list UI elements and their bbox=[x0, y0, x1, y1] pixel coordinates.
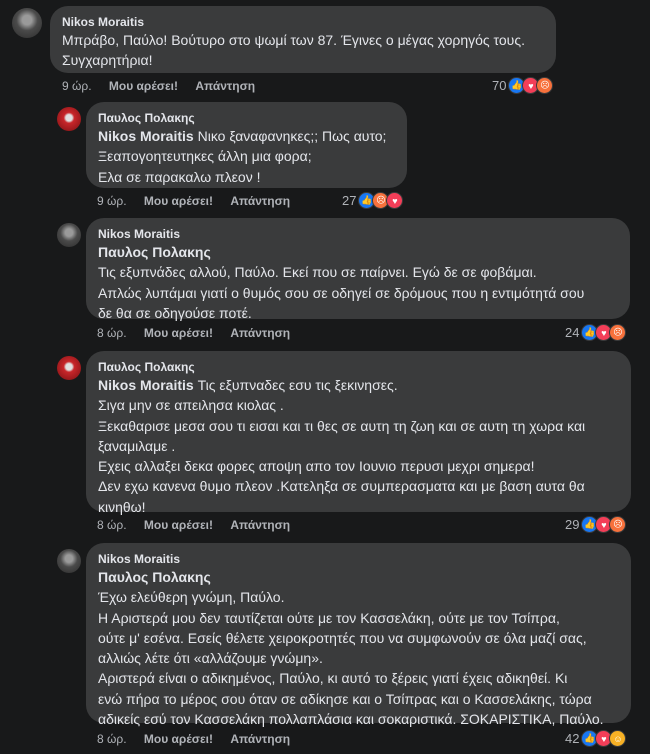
reply-button[interactable]: Απάντηση bbox=[230, 732, 291, 746]
comment-line: Μπράβο, Παύλο! Βούτυρο στο ψωμί των 87. Έγινες ο μέγας χορηγός τους. bbox=[62, 32, 525, 48]
like-icon: 👍 bbox=[508, 77, 525, 94]
comment-line: Συγχαρητήρια! bbox=[62, 52, 153, 69]
mention-tag[interactable]: Παυλος Πολακης bbox=[98, 244, 211, 260]
reply-button[interactable]: Απάντηση bbox=[230, 518, 291, 532]
reactions-summary[interactable] bbox=[565, 516, 626, 533]
comment-line: Εχεις αλλαξει δεκα φορες αποψη απο τον Ιουνιο περυσι μεχρι σημερα! bbox=[98, 458, 535, 475]
comment-line: ούτε μ' εσένα. Εσείς θέλετε χειροκροτητές που να συμφωνούν σε όλα μαζί σας, bbox=[98, 629, 587, 646]
avatar[interactable] bbox=[57, 356, 81, 380]
avatar[interactable] bbox=[57, 107, 81, 131]
comment-line: Ξεαπογοητευτηκες άλλη μια φορα; bbox=[98, 148, 312, 165]
comment-author[interactable]: Nikos Moraitis bbox=[62, 15, 145, 29]
like-icon: 👍 bbox=[581, 324, 598, 341]
avatar[interactable] bbox=[57, 549, 81, 573]
reply-button[interactable]: Απάντηση bbox=[230, 326, 291, 340]
love-icon: ♥ bbox=[386, 192, 403, 209]
reactions-summary[interactable] bbox=[565, 730, 626, 747]
reaction-count: 70 bbox=[492, 78, 507, 93]
reactions-summary[interactable] bbox=[492, 77, 553, 94]
comment-meta bbox=[97, 732, 304, 746]
comment-author[interactable]: Παυλος Πολακης bbox=[98, 360, 195, 374]
comment-time[interactable]: 9 ώρ. bbox=[62, 79, 92, 93]
love-icon: ♥ bbox=[595, 516, 612, 533]
comment-line: Ξεκαθαρισε μεσα σου τι εισαι και τι θες σε αυτη τη ζωη και σε αυτη τη χωρα και bbox=[98, 417, 586, 434]
reactions-summary[interactable] bbox=[342, 192, 403, 209]
comment-line bbox=[98, 242, 618, 262]
comment-meta bbox=[62, 79, 269, 93]
comment-time[interactable]: 8 ώρ. bbox=[97, 518, 127, 532]
comment-author[interactable]: Nikos Moraitis bbox=[98, 552, 181, 566]
like-icon: 👍 bbox=[581, 730, 598, 747]
comment-line: αδικείς εσύ τον Κασσελάκη πολλαπλάσια και σοκαριστικά. ΣΟΚΑΡΙΣΤΙΚΑ, Παύλο. bbox=[98, 711, 604, 728]
mention-tag[interactable]: Nikos Moraitis bbox=[98, 377, 194, 393]
reaction-count: 27 bbox=[342, 193, 357, 208]
comment-bubble bbox=[86, 351, 631, 515]
reply-button[interactable]: Απάντηση bbox=[195, 79, 256, 93]
comment-text bbox=[98, 126, 395, 187]
comment-line: ξαναμιλαμε . bbox=[98, 437, 176, 454]
comment-text bbox=[98, 375, 619, 517]
comment-line: Ελα σε παρακαλω πλεον ! bbox=[98, 168, 261, 185]
reaction-count: 24 bbox=[565, 325, 580, 340]
comment-text bbox=[98, 242, 618, 323]
comment-bubble bbox=[50, 6, 556, 73]
comment-author[interactable]: Παυλος Πολακης bbox=[98, 111, 195, 125]
comment-time[interactable]: 8 ώρ. bbox=[97, 732, 127, 746]
comment-meta bbox=[97, 194, 304, 208]
angry-icon: ☹ bbox=[609, 516, 626, 533]
comment-time[interactable]: 8 ώρ. bbox=[97, 326, 127, 340]
angry-icon: ☹ bbox=[372, 192, 389, 209]
avatar[interactable] bbox=[12, 8, 42, 38]
comment-meta bbox=[97, 326, 304, 340]
haha-icon: ☺ bbox=[609, 730, 626, 747]
comment-line: κινηθω! bbox=[98, 498, 146, 515]
like-icon: 👍 bbox=[581, 516, 598, 533]
reply-button[interactable]: Απάντηση bbox=[230, 194, 291, 208]
comment-time[interactable]: 9 ώρ. bbox=[97, 194, 127, 208]
mention-tag[interactable]: Nikos Moraitis bbox=[98, 128, 194, 144]
comment-meta bbox=[97, 518, 304, 532]
reactions-summary[interactable] bbox=[565, 324, 626, 341]
comment-line: Αριστερά είναι ο αδικημένος, Παύλο, κι αυτό το ξέρεις γιατί έχεις αδικηθεί. Κι bbox=[98, 670, 568, 687]
comment-line bbox=[98, 567, 619, 587]
angry-icon: ☹ bbox=[609, 324, 626, 341]
comment-line: Έχω ελεύθερη γνώμη, Παύλο. bbox=[98, 589, 285, 606]
angry-icon: ☹ bbox=[536, 77, 553, 94]
comment-line: Nikos Moraitis Τις εξυπναδες εσυ τις ξεκινησες. bbox=[98, 377, 398, 393]
comment-line: Δεν εχω κανενα θυμο πλεον .Κατεληξα σε συμπερασματα και με βαση αυτα θα bbox=[98, 478, 585, 495]
comment-bubble bbox=[86, 218, 630, 319]
comment-line: ενώ πήρα το μέρος σου όταν σε αδίκησε και ο Τσίπρας και ο Κασσελάκης, τώρα bbox=[98, 690, 592, 707]
comment-line: δε θα σε οδηγούσε ποτέ. bbox=[98, 304, 252, 321]
comment-text bbox=[62, 30, 544, 71]
comment-author[interactable]: Nikos Moraitis bbox=[98, 227, 181, 241]
love-icon: ♥ bbox=[595, 730, 612, 747]
like-button[interactable]: Μου αρέσει! bbox=[143, 518, 213, 532]
like-icon: 👍 bbox=[358, 192, 375, 209]
like-button[interactable]: Μου αρέσει! bbox=[108, 79, 178, 93]
love-icon: ♥ bbox=[595, 324, 612, 341]
comment-line: Σιγα μην σε απειλησα κιολας . bbox=[98, 397, 284, 414]
comment-line: Τις εξυπνάδες αλλού, Παύλο. Εκεί που σε παίρνει. Εγώ δε σε φοβάμαι. bbox=[98, 264, 537, 281]
like-button[interactable]: Μου αρέσει! bbox=[143, 732, 213, 746]
comment-text bbox=[98, 567, 619, 729]
like-button[interactable]: Μου αρέσει! bbox=[143, 326, 213, 340]
reaction-count: 29 bbox=[565, 517, 580, 532]
comment-line: Η Αριστερά μου δεν ταυτίζεται ούτε με τον Κασσελάκη, ούτε με τον Τσίπρα, bbox=[98, 609, 560, 626]
avatar[interactable] bbox=[57, 223, 81, 247]
comment-bubble bbox=[86, 102, 407, 188]
mention-tag[interactable]: Παυλος Πολακης bbox=[98, 569, 211, 585]
like-button[interactable]: Μου αρέσει! bbox=[143, 194, 213, 208]
comment-bubble bbox=[86, 543, 631, 728]
comment-line: αλλιώς λέτε ότι «αλλάζουμε γνώμη». bbox=[98, 650, 323, 667]
love-icon: ♥ bbox=[522, 77, 539, 94]
reaction-count: 42 bbox=[565, 731, 580, 746]
comment-line: Απλώς λυπάμαι γιατί ο θυμός σου σε οδηγεί σε δρόμους που η εντιμότητά σου bbox=[98, 284, 585, 301]
comment-line: Nikos Moraitis Νικο ξαναφανηκες;; Πως αυτο; bbox=[98, 128, 387, 144]
